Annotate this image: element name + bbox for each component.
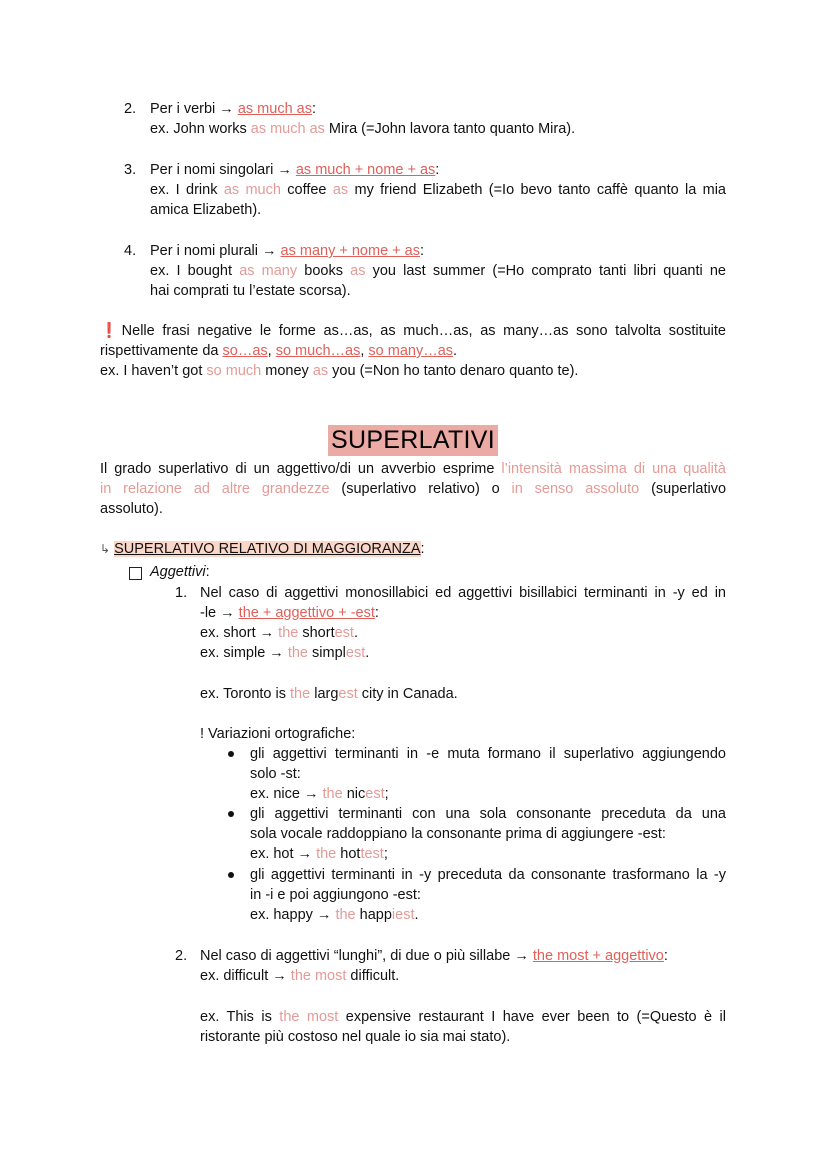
list-number: 2. — [175, 948, 188, 964]
negative-note-line: rispettivamente da so…as, so much…as, so many…as. — [100, 343, 458, 359]
negative-note: ❗Nelle frasi negative le forme as…as, as much…as, as many…as sono talvolta sostituite — [100, 323, 726, 339]
example-line: ex. simple → the simplest. — [200, 645, 370, 661]
bullet-text: gli aggettivi terminanti in -e muta formano il superlativo aggiungendo — [250, 746, 726, 762]
rule-line: Per i verbi → as much as: — [150, 101, 317, 117]
rule-line: Per i nomi singolari → as much + nome + as: — [150, 162, 440, 178]
bullet — [228, 811, 234, 817]
example-line: ex. short → the shortest. — [200, 625, 358, 641]
example-line: hai comprati tu l’estate scorsa). — [150, 283, 351, 299]
rule-line: Nel caso di aggettivi “lunghi”, di due o più sillabe → the most + aggettivo: — [200, 948, 668, 964]
variations-heading: ! Variazioni ortografiche: — [200, 726, 356, 742]
bullet-text: gli aggettivi terminanti con una sola consonante preceduta da una — [250, 806, 726, 822]
example-line: ex. difficult → the most difficult. — [200, 968, 400, 984]
bullet — [228, 872, 234, 878]
list-number: 1. — [175, 585, 188, 601]
example-line: ex. John works as much as Mira (=John lavora tanto quanto Mira). — [150, 121, 576, 137]
bullet-text: sola vocale raddoppiano la consonante prima di aggiungere -est: — [250, 826, 666, 842]
bullet-text: gli aggettivi terminanti in -y preceduta da consonante trasformano la -y — [250, 867, 726, 883]
example-line: ex. I haven’t got so much money as you (=Non ho tanto denaro quanto te). — [100, 363, 579, 379]
checkbox-label: Aggettivi: — [150, 564, 210, 580]
example-line: ex. nice → the nicest; — [250, 786, 389, 802]
intro-line: assoluto). — [100, 501, 163, 517]
rule-line: -le → the + aggettivo + -est: — [200, 605, 379, 621]
example-line: ex. This is the most expensive restaurant I have ever been to (=Questo è il — [200, 1009, 726, 1025]
example-line: ex. I bought as many books as you last summer (=Ho comprato tanti libri quanti ne — [150, 263, 726, 279]
bullet-text: in -i e poi aggiungono -est: — [250, 887, 421, 903]
subsection-heading: ↳ SUPERLATIVO RELATIVO DI MAGGIORANZA: — [100, 541, 425, 557]
section-title: SUPERLATIVI — [328, 425, 498, 456]
exclamation-icon: ❗ — [100, 323, 122, 339]
list-number: 4. — [124, 243, 137, 259]
return-arrow-icon: ↳ — [100, 542, 111, 556]
intro-line: in relazione ad altre grandezze (superlativo relativo) o in senso assoluto (superlativo — [100, 481, 727, 497]
example-line: ex. Toronto is the largest city in Canada. — [200, 686, 458, 702]
checkbox[interactable] — [129, 567, 142, 580]
rule-line: Nel caso di aggettivi monosillabici ed aggettivi bisillabici terminanti in -y ed in — [200, 585, 726, 601]
list-number: 3. — [124, 162, 137, 178]
list-number: 2. — [124, 101, 137, 117]
example-line: ex. I drink as much coffee as my friend Elizabeth (=Io bevo tanto caffè quanto la mia — [150, 182, 726, 198]
example-line: ristorante più costoso nel quale io sia mai stato). — [200, 1029, 511, 1045]
intro-line: Il grado superlativo di un aggettivo/di un avverbio esprime l’intensità massima di una qualità — [100, 461, 726, 477]
bullet-text: solo -st: — [250, 766, 301, 782]
example-line: ex. hot → the hottest; — [250, 846, 388, 862]
example-line: ex. happy → the happiest. — [250, 907, 419, 923]
bullet — [228, 751, 234, 757]
rule-line: Per i nomi plurali → as many + nome + as: — [150, 243, 425, 259]
example-line: amica Elizabeth). — [150, 202, 262, 218]
